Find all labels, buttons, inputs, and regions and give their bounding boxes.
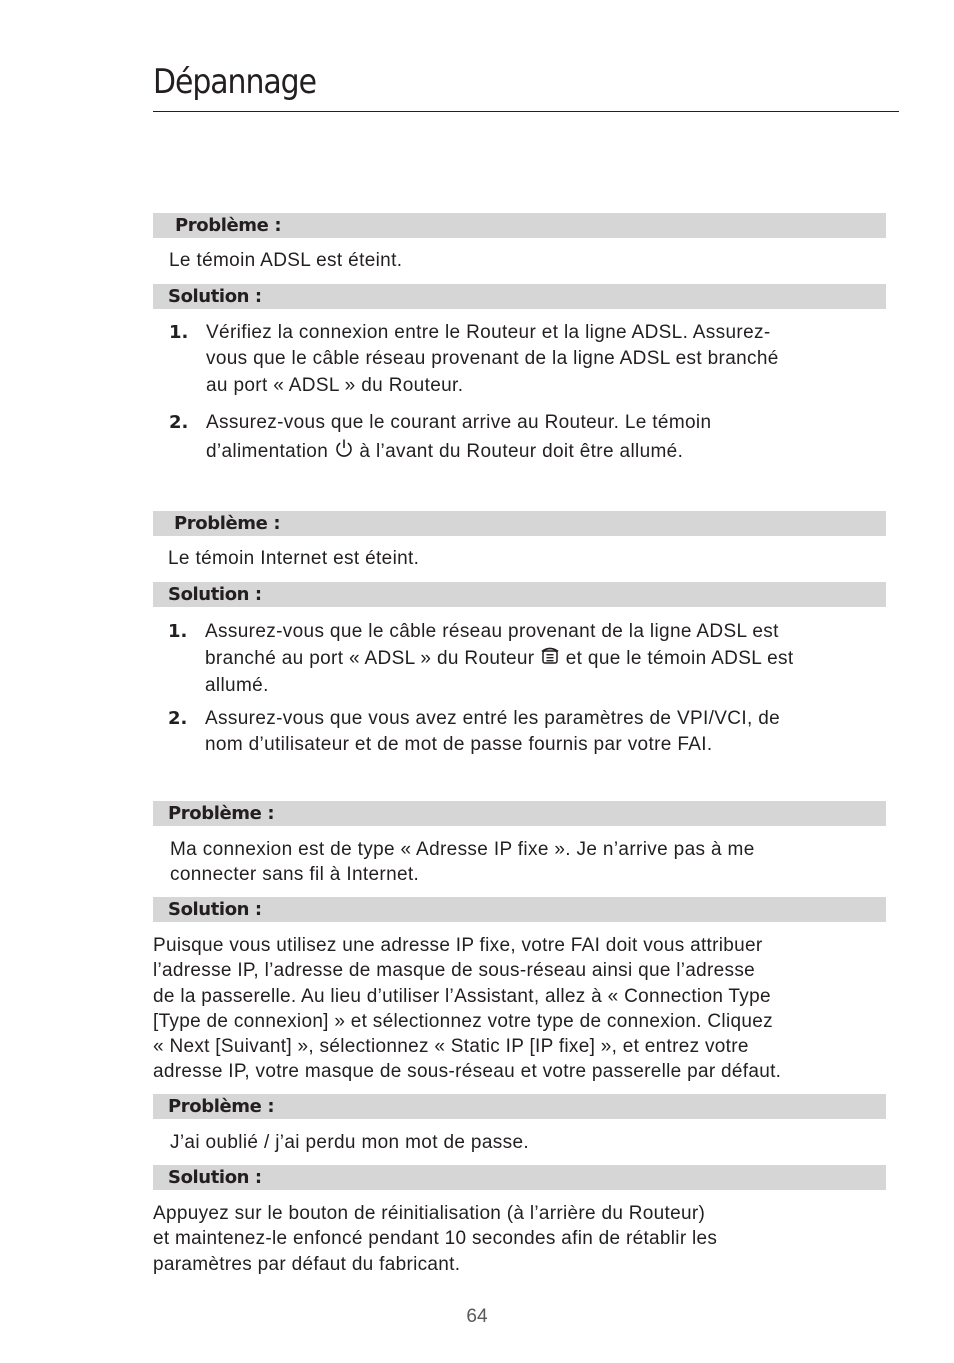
page-number: 64 — [466, 1306, 488, 1327]
solution-header: Solution : — [153, 897, 886, 922]
step-number: 2. — [168, 708, 188, 729]
problem-text: Le témoin Internet est éteint. — [168, 548, 420, 569]
step-line: nom d’utilisateur et de mot de passe fournis par votre FAI. — [205, 733, 713, 755]
problem-line: connecter sans fil à Internet. — [170, 864, 420, 885]
step-line: vous que le câble réseau provenant de la ligne ADSL est branché — [206, 347, 779, 369]
problem-header: Problème : — [153, 801, 886, 826]
step-number: 1. — [168, 621, 188, 642]
step-text — [206, 320, 886, 399]
telephone-icon — [540, 645, 560, 674]
problem-header: Problème : — [153, 213, 886, 238]
solution-header: Solution : — [153, 1165, 886, 1190]
step-line: Assurez-vous que vous avez entré les paramètres de VPI/VCI, de — [205, 708, 781, 729]
solution-line: [Type de connexion] » et sélectionnez votre type de connexion. Cliquez — [153, 1010, 773, 1032]
step-text — [205, 706, 885, 757]
solution-line: de la passerelle. Au lieu d’utiliser l’Assistant, allez à « Connection Type — [153, 985, 771, 1007]
step-number: 2. — [169, 412, 189, 433]
power-icon — [334, 438, 354, 467]
step-line: au port « ADSL » du Routeur. — [206, 375, 464, 396]
solution-line: adresse IP, votre masque de sous-réseau et votre passerelle par défaut. — [153, 1061, 782, 1083]
step-text — [206, 410, 886, 466]
solution-header: Solution : — [153, 582, 886, 607]
step-line: Assurez-vous que le courant arrive au Routeur. Le témoin — [206, 412, 712, 433]
step-line-start: branché au port « ADSL » du Routeur — [205, 647, 541, 669]
page-title: Dépannage — [153, 62, 316, 102]
problem-text: Le témoin ADSL est éteint. — [169, 250, 403, 271]
step-line: allumé. — [205, 675, 269, 696]
step-line — [205, 645, 885, 674]
title-rule — [153, 111, 899, 112]
solution-line: paramètres par défaut du fabricant. — [153, 1253, 461, 1275]
step-line-start: d’alimentation — [206, 440, 334, 462]
problem-line: Ma connexion est de type « Adresse IP fixe ». Je n’arrive pas à me — [170, 839, 755, 860]
problem-header: Problème : — [153, 511, 886, 536]
step-line-end: et que le témoin ADSL est — [560, 647, 794, 669]
step-line-end: à l’avant du Routeur doit être allumé. — [353, 440, 684, 462]
solution-line: l’adresse IP, l’adresse de masque de sous-réseau ainsi que l’adresse — [153, 960, 755, 982]
step-number: 1. — [169, 322, 189, 343]
solution-paragraph — [153, 1201, 893, 1277]
solution-paragraph — [153, 933, 893, 1085]
step-text — [205, 619, 885, 699]
solution-line: Puisque vous utilisez une adresse IP fixe, votre FAI doit vous attribuer — [153, 935, 763, 956]
problem-text — [170, 837, 755, 887]
solution-header: Solution : — [153, 284, 886, 309]
step-line: Assurez-vous que le câble réseau provenant de la ligne ADSL est — [205, 621, 779, 642]
solution-line: Appuyez sur le bouton de réinitialisation (à l’arrière du Routeur) — [153, 1203, 706, 1224]
problem-header: Problème : — [153, 1094, 886, 1119]
solution-line: « Next [Suivant] », sélectionnez « Static IP [IP fixe] », et entrez votre — [153, 1036, 749, 1058]
step-line: Vérifiez la connexion entre le Routeur et la ligne ADSL. Assurez- — [206, 322, 771, 343]
step-line — [206, 438, 886, 467]
problem-text: J’ai oublié / j’ai perdu mon mot de passe. — [170, 1132, 530, 1153]
solution-line: et maintenez-le enfoncé pendant 10 secondes afin de rétablir les — [153, 1228, 718, 1250]
